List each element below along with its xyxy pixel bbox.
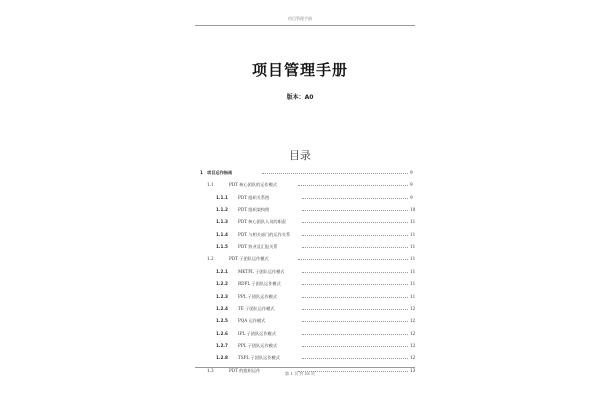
toc-entry-page: 12 bbox=[410, 355, 416, 361]
toc-entry-page: 12 bbox=[410, 342, 416, 348]
toc-title: 目录 bbox=[289, 149, 311, 162]
toc-entry-label: TE 子团队运作模式 bbox=[238, 305, 275, 311]
toc-entry-number: 1.3 bbox=[207, 367, 214, 373]
toc-entry[interactable] bbox=[0, 305, 600, 313]
toc-dot-leader bbox=[302, 235, 408, 236]
toc-entry-label: PDT 组织关系图 bbox=[238, 194, 270, 200]
toc-entry-page: 9 bbox=[410, 170, 413, 175]
toc-entry[interactable] bbox=[0, 206, 600, 214]
toc-entry-number: 1.2.6 bbox=[216, 330, 228, 336]
toc-entry[interactable] bbox=[0, 169, 600, 177]
toc-entry-page: 9 bbox=[410, 194, 413, 200]
toc-entry-number: 1.1.1 bbox=[216, 194, 228, 200]
toc-entry[interactable] bbox=[0, 194, 600, 202]
toc-entry[interactable] bbox=[0, 280, 600, 288]
toc-dot-leader bbox=[302, 297, 408, 298]
toc-entry-label: PDT 的组织运作 bbox=[229, 367, 261, 373]
toc-entry-page: 13 bbox=[410, 367, 416, 373]
toc-entry-label: PDT 协业及汇报关系 bbox=[238, 244, 278, 250]
toc-entry-label: RDPL 子团队运作模式 bbox=[238, 281, 281, 287]
toc-entry-page: 11 bbox=[410, 281, 416, 287]
toc-entry-page: 11 bbox=[410, 256, 416, 262]
version-label: 版本：A0 bbox=[286, 94, 314, 101]
toc-entry-number: 1.2.3 bbox=[216, 293, 228, 299]
toc-entry-page: 11 bbox=[410, 219, 416, 225]
toc-entry[interactable] bbox=[0, 354, 600, 362]
toc-entry[interactable] bbox=[0, 181, 600, 189]
toc-entry[interactable] bbox=[0, 268, 600, 276]
toc-entry-number: 1.2.8 bbox=[216, 355, 228, 361]
toc-entry-label: PDT 与相关部门的运作关系 bbox=[238, 231, 291, 237]
toc-entry-number: 1.2.5 bbox=[216, 318, 228, 324]
toc-dot-leader bbox=[302, 222, 408, 223]
toc-entry-number: 1.1.4 bbox=[216, 231, 228, 237]
toc-entry-label: MKTPL 子团队运作模式 bbox=[238, 268, 285, 274]
toc-dot-leader bbox=[302, 247, 408, 248]
toc-entry-page: 11 bbox=[410, 268, 416, 274]
toc-entry-number: 1 bbox=[200, 170, 203, 175]
toc-dot-leader bbox=[302, 358, 408, 359]
toc-entry-page: 11 bbox=[410, 231, 416, 237]
document-title: 项目管理手册 bbox=[251, 61, 348, 79]
running-header: 项目管理手册 bbox=[288, 16, 312, 21]
toc-dot-leader bbox=[302, 272, 408, 273]
toc-dot-leader bbox=[298, 185, 408, 186]
toc-entry[interactable] bbox=[0, 231, 600, 239]
toc-entry[interactable] bbox=[0, 317, 600, 325]
toc-entry-number: 1.2 bbox=[207, 256, 214, 262]
toc-entry-label: PPL 子团队运作模式 bbox=[238, 293, 278, 299]
toc-entry-number: 1.2.4 bbox=[216, 305, 228, 311]
toc-entry-page: 11 bbox=[410, 293, 416, 299]
toc-entry-label: 项目运作指南 bbox=[207, 170, 233, 175]
toc-dot-leader bbox=[302, 309, 408, 310]
toc-entry-label: PPL 子团队运作模式 bbox=[238, 342, 278, 348]
toc-entry-number: 1.1.3 bbox=[216, 219, 228, 225]
toc-entry-number: 1.2.2 bbox=[216, 281, 228, 287]
toc-entry-number: 1.2.7 bbox=[216, 342, 228, 348]
toc-entry-label: IPL 子团队运作模式 bbox=[238, 330, 276, 336]
toc-entry-number: 1.1.2 bbox=[216, 207, 228, 213]
toc-entry[interactable] bbox=[0, 342, 600, 350]
toc-dot-leader bbox=[302, 334, 408, 335]
toc-entry-label: PDT 子团队运作模式 bbox=[229, 256, 269, 262]
toc-entry[interactable] bbox=[0, 293, 600, 301]
toc-dot-leader bbox=[302, 321, 408, 322]
toc-entry-page: 12 bbox=[410, 330, 416, 336]
toc-entry-page: 10 bbox=[410, 207, 416, 213]
toc-entry-number: 1.2.1 bbox=[216, 268, 228, 274]
toc-dot-leader bbox=[262, 173, 408, 174]
toc-dot-leader bbox=[302, 210, 408, 211]
toc-entry-number: 1.1 bbox=[207, 182, 214, 188]
footer-rule bbox=[195, 367, 415, 368]
toc-entry-label: PDT 组织架构图 bbox=[238, 207, 270, 213]
page-footer: 第 1 页 共 18 页 bbox=[285, 371, 315, 376]
toc-entry-label: TSPL 子团队运作模式 bbox=[238, 355, 280, 361]
toc-entry-label: PQA 运作模式 bbox=[238, 318, 266, 324]
toc-entry-page: 12 bbox=[410, 318, 416, 324]
toc-entry-label: PDT 核心团队的运作模式 bbox=[229, 182, 277, 188]
toc-dot-leader bbox=[298, 259, 408, 260]
toc-entry[interactable] bbox=[0, 255, 600, 263]
header-rule bbox=[195, 25, 415, 26]
toc-dot-leader bbox=[302, 346, 408, 347]
toc-entry-label: PDT 核心团队人员的职责 bbox=[238, 219, 286, 225]
toc-dot-leader bbox=[302, 284, 408, 285]
toc-entry-page: 11 bbox=[410, 244, 416, 250]
toc-entry-page: 9 bbox=[410, 182, 413, 188]
toc-dot-leader bbox=[302, 198, 408, 199]
toc-entry-number: 1.1.5 bbox=[216, 244, 228, 250]
toc-entry[interactable] bbox=[0, 218, 600, 226]
toc-entry-page: 12 bbox=[410, 305, 416, 311]
toc-entry[interactable] bbox=[0, 243, 600, 251]
toc-entry[interactable] bbox=[0, 330, 600, 338]
